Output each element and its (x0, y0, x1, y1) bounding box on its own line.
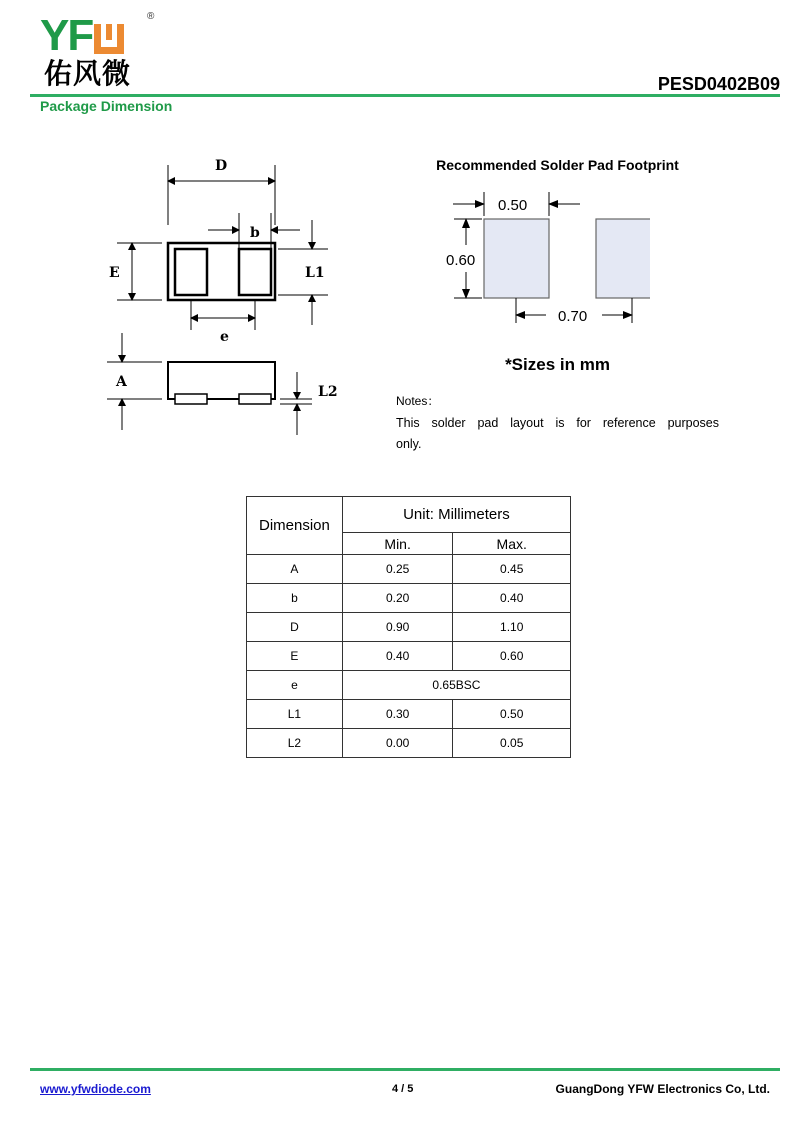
company-name: GuangDong YFW Electronics Co, Ltd. (555, 1082, 770, 1096)
cell-dim: D (247, 613, 343, 642)
notes-label: Notes： (396, 394, 440, 408)
pad-pitch-label: 0.70 (558, 308, 588, 325)
cell-max: 0.05 (453, 729, 571, 758)
solder-pad-right (596, 219, 650, 298)
label-A: A (116, 374, 127, 390)
header-dimension: Dimension (247, 497, 343, 555)
logo-yf-text: YF (40, 11, 93, 60)
logo (40, 11, 124, 60)
table-row (247, 700, 571, 729)
cell-max: 0.60 (453, 642, 571, 671)
cell-min: 0.30 (342, 700, 453, 729)
cell-dim: E (247, 642, 343, 671)
cell-min: 0.90 (342, 613, 453, 642)
table-row (247, 584, 571, 613)
table-row (247, 613, 571, 642)
cell-min: 0.00 (342, 729, 453, 758)
header-max: Max. (453, 533, 571, 555)
footer-divider (30, 1068, 780, 1071)
page-number: 4 / 5 (392, 1083, 414, 1095)
cell-merged: 0.65BSC (342, 671, 570, 700)
label-E: E (109, 265, 120, 281)
table-row (247, 729, 571, 758)
cell-max: 0.50 (453, 700, 571, 729)
website-link[interactable]: www.yfwdiode.com (40, 1082, 151, 1096)
table-row (247, 642, 571, 671)
table-row (247, 671, 571, 700)
units-note: *Sizes in mm (505, 355, 610, 374)
solder-pad-footprint-drawing (440, 190, 650, 330)
solder-pad-left (484, 219, 549, 298)
header-min: Min. (342, 533, 453, 555)
notes-text: This solder pad layout is for reference purposes only. (396, 416, 719, 451)
cell-max: 1.10 (453, 613, 571, 642)
cell-min: 0.20 (342, 584, 453, 613)
cell-max: 0.45 (453, 555, 571, 584)
logo-chinese-text: 佑风微 (44, 57, 132, 90)
cell-min: 0.40 (342, 642, 453, 671)
label-L1: L1 (305, 265, 325, 281)
header-divider (30, 94, 780, 97)
pad-width-label: 0.50 (498, 197, 528, 214)
logo-u-mark-icon (94, 24, 124, 54)
cell-dim: b (247, 584, 343, 613)
registered-mark: ® (147, 11, 155, 22)
pad-height-label: 0.60 (446, 252, 476, 269)
label-L2: L2 (318, 384, 338, 400)
cell-dim: A (247, 555, 343, 584)
label-D: D (215, 158, 228, 174)
label-b: b (250, 225, 260, 241)
footprint-title: Recommended Solder Pad Footprint (436, 157, 679, 173)
cell-dim: e (247, 671, 343, 700)
table-row (247, 555, 571, 584)
cell-dim: L2 (247, 729, 343, 758)
part-number-title: PESD0402B09 (657, 74, 780, 94)
section-title: Package Dimension (40, 98, 173, 114)
cell-max: 0.40 (453, 584, 571, 613)
header-unit: Unit: Millimeters (342, 497, 570, 533)
label-e: e (220, 329, 229, 345)
cell-min: 0.25 (342, 555, 453, 584)
package-outline-drawing (100, 150, 360, 440)
cell-dim: L1 (247, 700, 343, 729)
dimension-table (246, 496, 571, 758)
